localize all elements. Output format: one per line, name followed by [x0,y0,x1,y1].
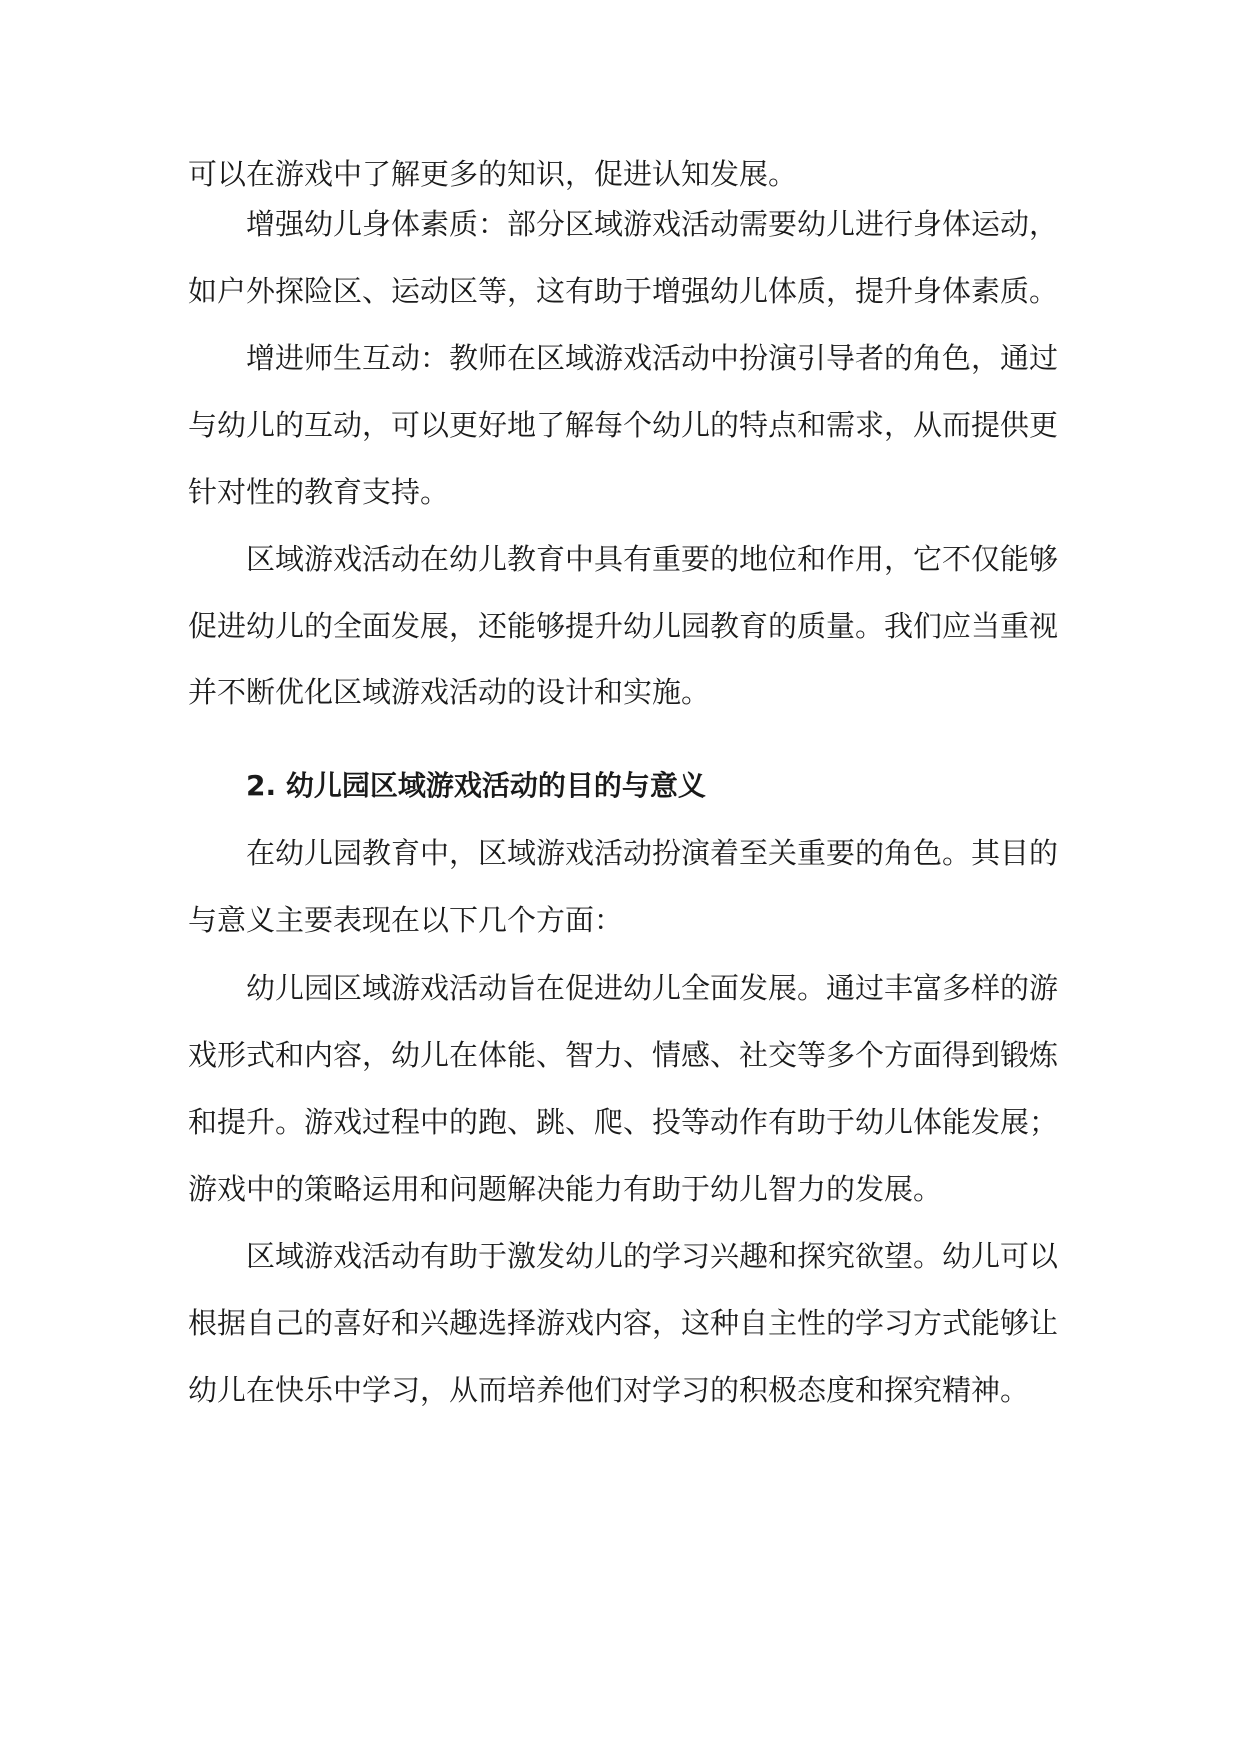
paragraph-line: 与意义主要表现在以下几个方面： [188,903,624,937]
paragraph-line: 和提升。游戏过程中的跑、跳、爬、投等动作有助于幼儿体能发展； [188,1105,1059,1139]
paragraph-line: 根据自己的喜好和兴趣选择游戏内容，这种自主性的学习方式能够让 [188,1306,1059,1340]
paragraph-line: 幼儿在快乐中学习，从而培养他们对学习的积极态度和探究精神。 [188,1373,1030,1407]
paragraph-line: 促进幼儿的全面发展，还能够提升幼儿园教育的质量。我们应当重视 [188,609,1059,643]
paragraph-line: 戏形式和内容，幼儿在体能、智力、情感、社交等多个方面得到锻炼 [188,1038,1059,1072]
paragraph-line: 可以在游戏中了解更多的知识，促进认知发展。 [188,157,798,191]
paragraph-line: 增进师生互动：教师在区域游戏活动中扮演引导者的角色，通过 [246,341,1059,375]
paragraph-line: 在幼儿园教育中，区域游戏活动扮演着至关重要的角色。其目的 [246,836,1059,870]
paragraph-line: 幼儿园区域游戏活动旨在促进幼儿全面发展。通过丰富多样的游 [246,971,1059,1005]
paragraph-line: 区域游戏活动有助于激发幼儿的学习兴趣和探究欲望。幼儿可以 [246,1239,1059,1273]
paragraph-line: 游戏中的策略运用和问题解决能力有助于幼儿智力的发展。 [188,1172,943,1206]
paragraph-line: 针对性的教育支持。 [188,475,450,509]
paragraph-line: 区域游戏活动在幼儿教育中具有重要的地位和作用，它不仅能够 [246,542,1059,576]
paragraph-line: 如户外探险区、运动区等，这有助于增强幼儿体质，提升身体素质。 [188,274,1059,308]
paragraph-line: 增强幼儿身体素质：部分区域游戏活动需要幼儿进行身体运动， [246,207,1059,241]
paragraph-line: 与幼儿的互动，可以更好地了解每个幼儿的特点和需求，从而提供更 [188,408,1059,442]
paragraph-line: 并不断优化区域游戏活动的设计和实施。 [188,675,711,709]
section-heading: 2. 幼儿园区域游戏活动的目的与意义 [246,769,706,802]
